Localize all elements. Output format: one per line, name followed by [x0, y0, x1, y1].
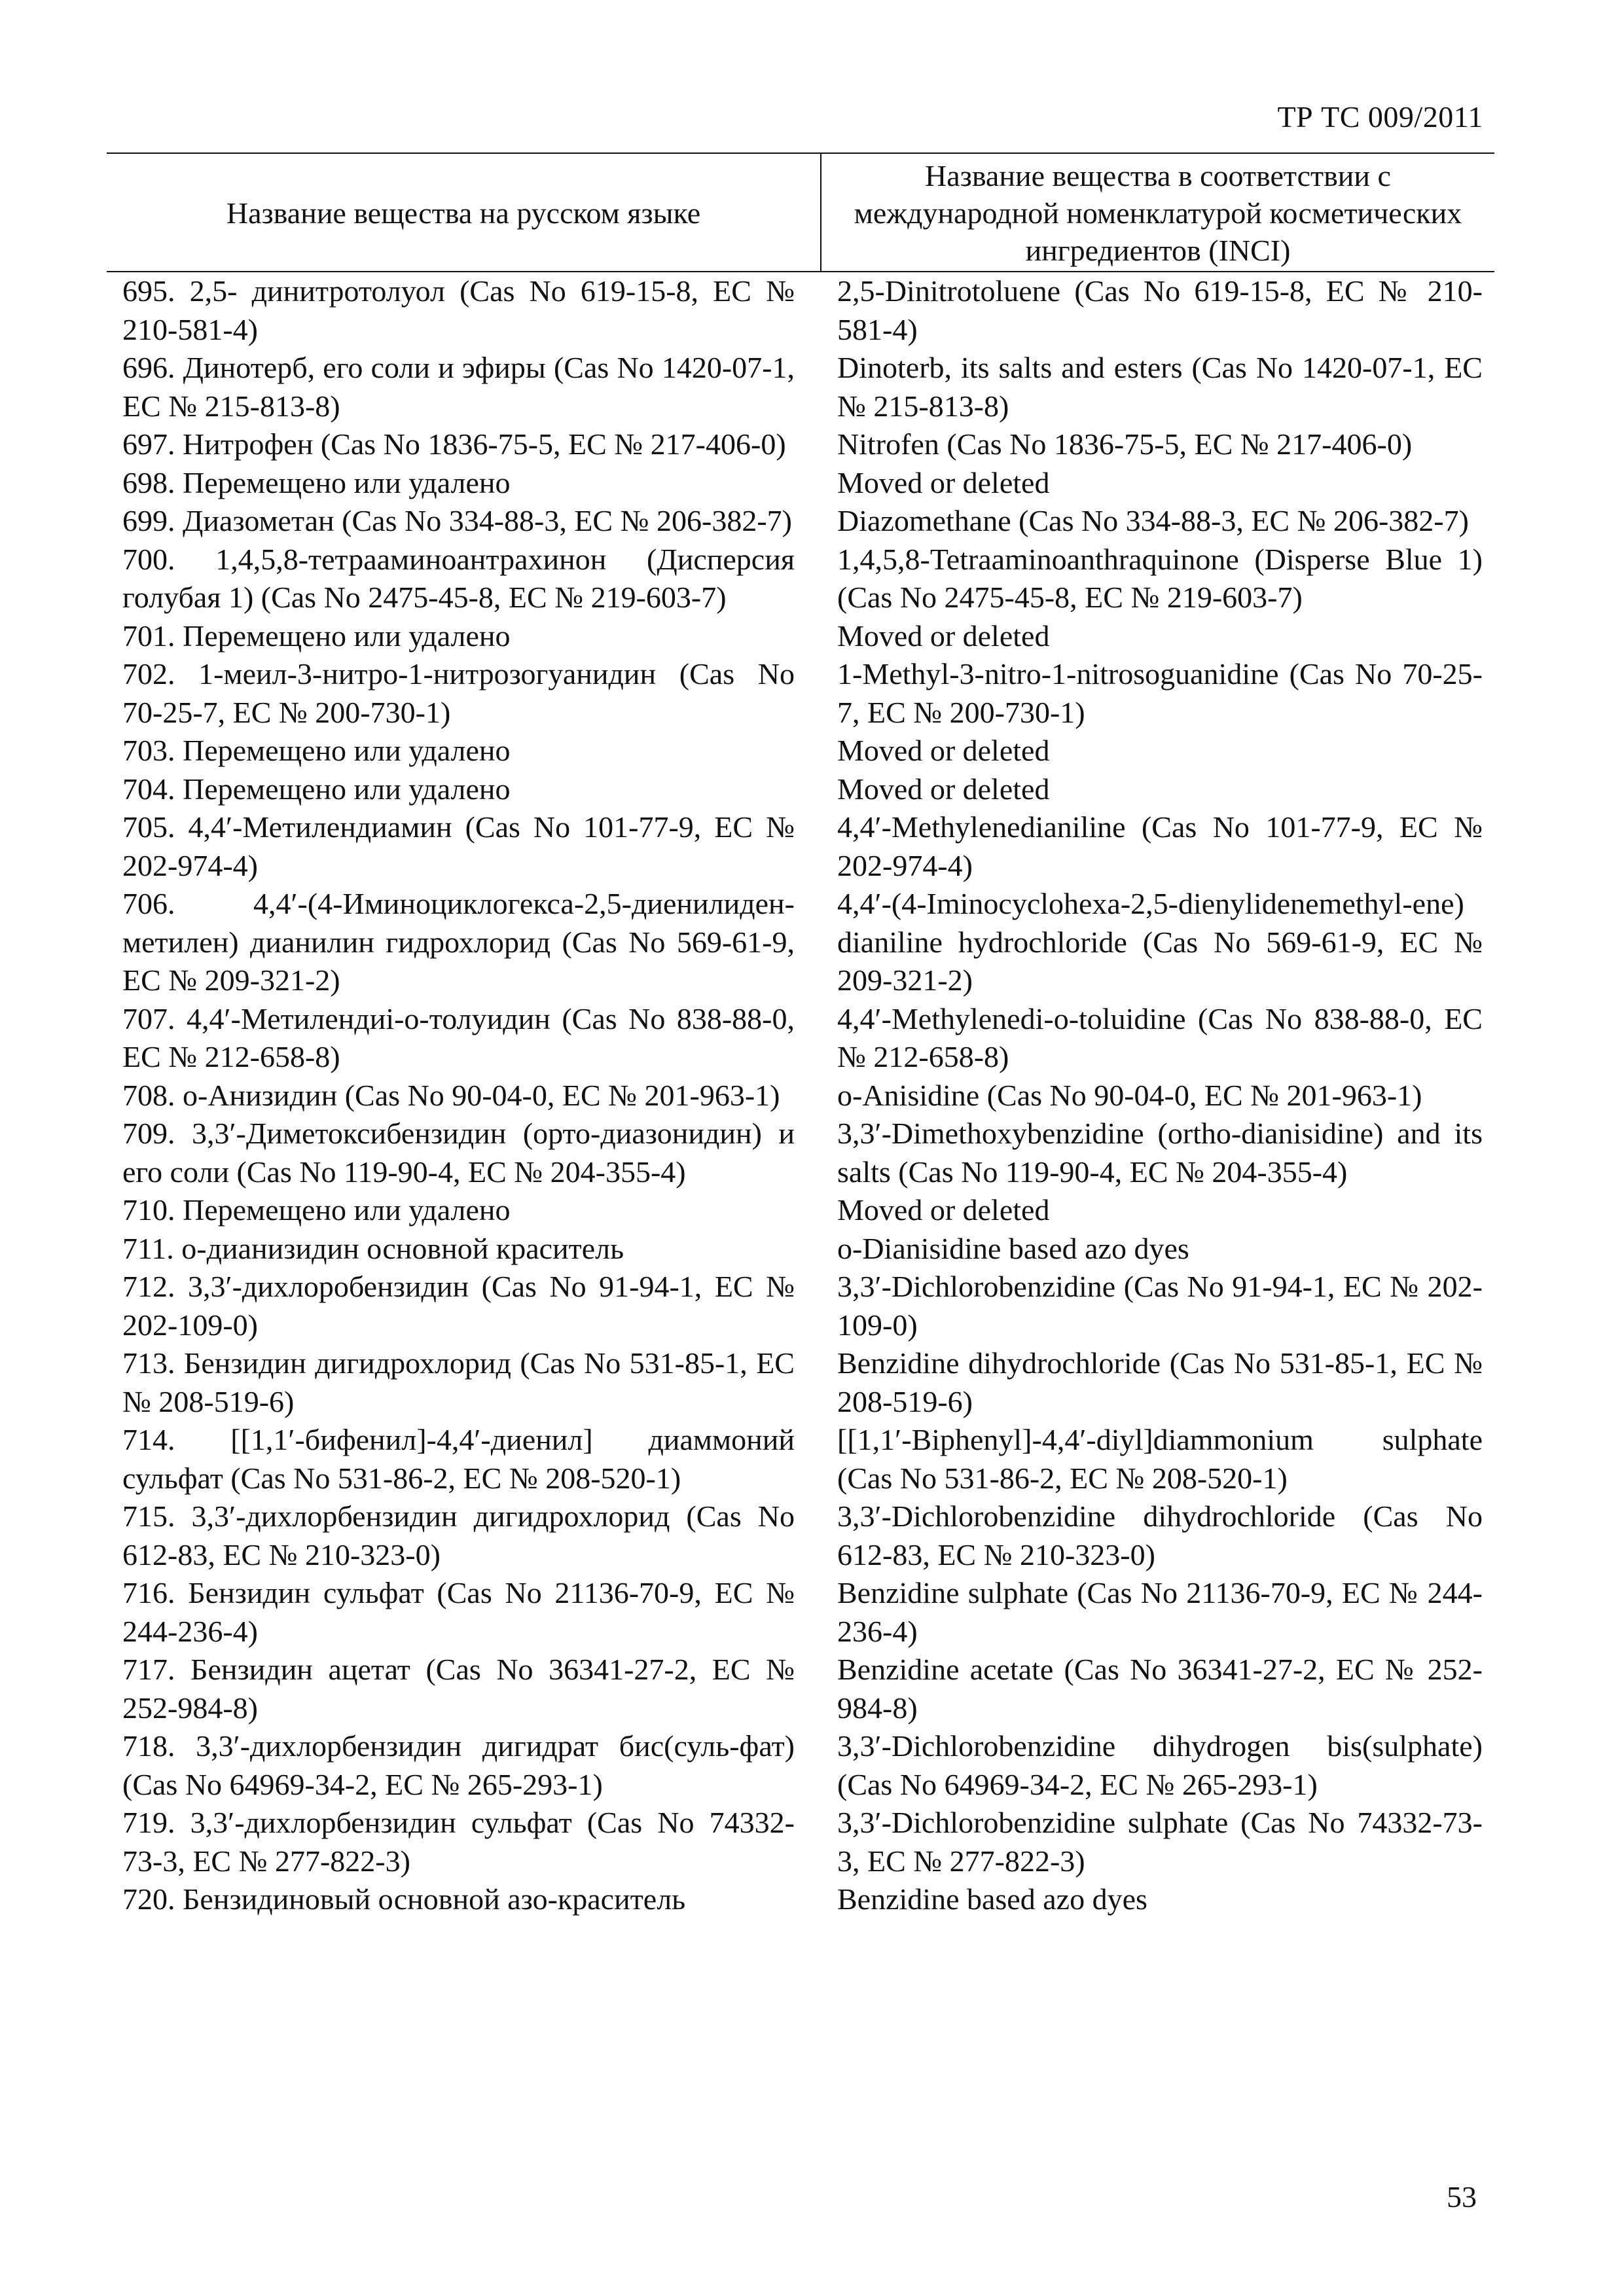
substance-name-inci: 4,4′-Methylenedianiline (Cas No 101-77-9, ЕС № 202-974-4) — [837, 810, 1483, 882]
substance-name-russian: 705. 4,4′-Метилендиамин (Cas No 101-77-9, ЕС № 202-974-4) — [122, 810, 795, 882]
page-number: 53 — [1447, 2180, 1477, 2214]
substance-name-russian: 699. Диазометан (Cas No 334-88-3, ЕС № 206-382-7) — [122, 504, 792, 537]
substance-name-inci: Moved or deleted — [837, 619, 1050, 653]
substance-name-russian: 698. Перемещено или удалено — [122, 465, 511, 499]
substance-name-russian: 710. Перемещено или удалено — [122, 1193, 511, 1227]
substance-name-inci: [[1,1′-Biphenyl]-4,4′-diyl]diammonium sulphate (Cas No 531-86-2, ЕС № 208-520-1) — [837, 1423, 1483, 1495]
document-code: ТР ТС 009/2011 — [1277, 100, 1483, 134]
substance-name-inci: Diazomethane (Cas No 334-88-3, ЕС № 206-382-7) — [837, 504, 1469, 537]
substance-name-russian: 714. [[1,1′-бифенил]-4,4′-диенил] диаммоний сульфат (Cas No 531-86-2, ЕС № 208-520-1) — [122, 1423, 795, 1495]
substance-name-russian: 707. 4,4′-Метилендиі-о-толуидин (Cas No 838-88-0, ЕС № 212-658-8) — [122, 1001, 795, 1073]
substance-name-russian: 706. 4,4′-(4-Иминоциклогекса-2,5-диенилиден-метилен) дианилин гидрохлорид (Cas No 569-61-9, ЕС № 209-321-2) — [122, 887, 795, 997]
table-row — [107, 1000, 1494, 1077]
substance-name-inci: o-Anisidine (Cas No 90-04-0, ЕС № 201-963-1) — [837, 1078, 1422, 1112]
table-row — [107, 1727, 1494, 1804]
substance-name-inci: Moved or deleted — [837, 1193, 1050, 1227]
substance-name-russian: 708. о-Анизидин (Cas No 90-04-0, ЕС № 201-963-1) — [122, 1078, 780, 1112]
substance-name-inci: Benzidine dihydrochloride (Cas No 531-85-1, ЕС № 208-519-6) — [837, 1346, 1483, 1418]
substance-name-inci: Moved or deleted — [837, 772, 1050, 806]
substance-name-inci: Moved or deleted — [837, 734, 1050, 767]
substance-name-russian: 718. 3,3′-дихлорбензидин дигидрат бис(суль-фат) (Cas No 64969-34-2, ЕС № 265-293-1) — [122, 1729, 795, 1801]
substance-name-inci: 1,4,5,8-Tetraaminoanthraquinone (Disperse Blue 1) (Cas No 2475-45-8, ЕС № 219-603-7) — [837, 542, 1483, 614]
table-row — [107, 502, 1494, 541]
table-row — [107, 770, 1494, 809]
substance-name-russian: 720. Бензидиновый основной азо-краситель — [122, 1882, 686, 1916]
substance-name-inci: 4,4′-Methylenedi-o-toluidine (Cas No 838-88-0, ЕС № 212-658-8) — [837, 1001, 1483, 1073]
substance-name-inci: Nitrofen (Cas No 1836-75-5, ЕС № 217-406-0) — [837, 427, 1413, 461]
table-row — [107, 1344, 1494, 1421]
substance-name-russian: 716. Бензидин сульфат (Cas No 21136-70-9, ЕС № 244-236-4) — [122, 1576, 795, 1648]
table-body — [107, 272, 1494, 1919]
table-row — [107, 1421, 1494, 1498]
table-row — [107, 885, 1494, 1000]
substance-name-russian: 697. Нитрофен (Cas No 1836-75-5, ЕС № 217-406-0) — [122, 427, 786, 461]
table-row — [107, 1268, 1494, 1344]
table-row — [107, 1498, 1494, 1574]
substance-name-inci: 3,3′-Dimethoxybenzidine (ortho-dianisidine) and its salts (Cas No 119-90-4, ЕС № 204-355-4) — [837, 1117, 1483, 1189]
substance-name-russian: 695. 2,5- динитротолуол (Cas No 619-15-8, ЕС № 210-581-4) — [122, 274, 795, 346]
substance-name-inci: Benzidine sulphate (Cas No 21136-70-9, ЕС № 244-236-4) — [837, 1576, 1483, 1648]
table-row — [107, 541, 1494, 617]
substance-name-inci: Moved or deleted — [837, 465, 1050, 499]
table-row — [107, 272, 1494, 349]
substance-name-russian: 712. 3,3′-дихлоробензидин (Cas No 91-94-1, ЕС № 202-109-0) — [122, 1270, 795, 1342]
table-row — [107, 1574, 1494, 1651]
table-row — [107, 1191, 1494, 1230]
substance-name-inci: o-Dianisidine based azo dyes — [837, 1231, 1189, 1265]
substance-name-russian: 702. 1-меил-3-нитро-1-нитрозогуанидин (Cas No 70-25-7, ЕС № 200-730-1) — [122, 657, 795, 729]
substance-name-russian: 713. Бензидин дигидрохлорид (Cas No 531-85-1, ЕС № 208-519-6) — [122, 1346, 795, 1418]
table-row — [107, 1115, 1494, 1191]
substance-name-inci: Benzidine acetate (Cas No 36341-27-2, ЕС № 252-984-8) — [837, 1653, 1483, 1725]
substance-name-inci: Dinoterb, its salts and esters (Cas No 1420-07-1, ЕС № 215-813-8) — [837, 351, 1483, 423]
substances-table — [107, 152, 1494, 1919]
substance-name-russian: 719. 3,3′-дихлорбензидин сульфат (Cas No 74332-73-3, ЕС № 277-822-3) — [122, 1806, 795, 1878]
table-row — [107, 349, 1494, 425]
table-row — [107, 425, 1494, 464]
substance-name-russian: 700. 1,4,5,8-тетрааминоантрахинон (Дисперсия голубая 1) (Cas No 2475-45-8, ЕС № 219-603-7) — [122, 542, 795, 614]
substance-name-inci: 1-Methyl-3-nitro-1-nitrosoguanidine (Cas No 70-25-7, ЕС № 200-730-1) — [837, 657, 1483, 729]
table-row — [107, 655, 1494, 732]
substance-name-russian: 696. Динотерб, его соли и эфиры (Cas No 1420-07-1, ЕС № 215-813-8) — [122, 351, 795, 423]
substance-name-inci: 2,5-Dinitrotoluene (Cas No 619-15-8, ЕС № 210-581-4) — [837, 274, 1483, 346]
substance-name-inci: 3,3′-Dichlorobenzidine sulphate (Cas No 74332-73-3, ЕС № 277-822-3) — [837, 1806, 1483, 1878]
table-row — [107, 732, 1494, 770]
substance-name-inci: Benzidine based azo dyes — [837, 1882, 1147, 1916]
table-row — [107, 617, 1494, 656]
substance-name-inci: 3,3′-Dichlorobenzidine dihydrochloride (Cas No 612-83, ЕС № 210-323-0) — [837, 1499, 1483, 1571]
column-header-inci: Название вещества в соответствии с международной номенклатурой косметических ингредиентов (INCI) — [821, 153, 1494, 272]
table-row — [107, 808, 1494, 885]
table-row — [107, 1651, 1494, 1727]
table-row — [107, 1804, 1494, 1880]
table-row — [107, 1230, 1494, 1268]
substance-name-inci: 4,4′-(4-Iminocyclohexa-2,5-dienylidenemethyl-ene) dianiline hydrochloride (Cas No 569-61-9, ЕС № 209-321-2) — [837, 887, 1483, 997]
substance-name-russian: 703. Перемещено или удалено — [122, 734, 511, 767]
substance-name-russian: 711. о-дианизидин основной краситель — [122, 1231, 624, 1265]
table-row — [107, 1077, 1494, 1115]
table-header — [107, 153, 1494, 272]
column-header-russian: Название вещества на русском языке — [107, 153, 821, 272]
substance-name-russian: 717. Бензидин ацетат (Cas No 36341-27-2, ЕС № 252-984-8) — [122, 1653, 795, 1725]
substance-name-russian: 701. Перемещено или удалено — [122, 619, 511, 653]
table-row — [107, 1880, 1494, 1919]
substance-name-russian: 704. Перемещено или удалено — [122, 772, 511, 806]
table-row — [107, 464, 1494, 503]
substance-name-inci: 3,3′-Dichlorobenzidine (Cas No 91-94-1, ЕС № 202-109-0) — [837, 1270, 1483, 1342]
substance-name-russian: 709. 3,3′-Диметоксибензидин (орто-диазонидин) и его соли (Cas No 119-90-4, ЕС № 204-355-4) — [122, 1117, 795, 1189]
substance-name-russian: 715. 3,3′-дихлорбензидин дигидрохлорид (Cas No 612-83, ЕС № 210-323-0) — [122, 1499, 795, 1571]
substance-name-inci: 3,3′-Dichlorobenzidine dihydrogen bis(sulphate) (Cas No 64969-34-2, ЕС № 265-293-1) — [837, 1729, 1483, 1801]
